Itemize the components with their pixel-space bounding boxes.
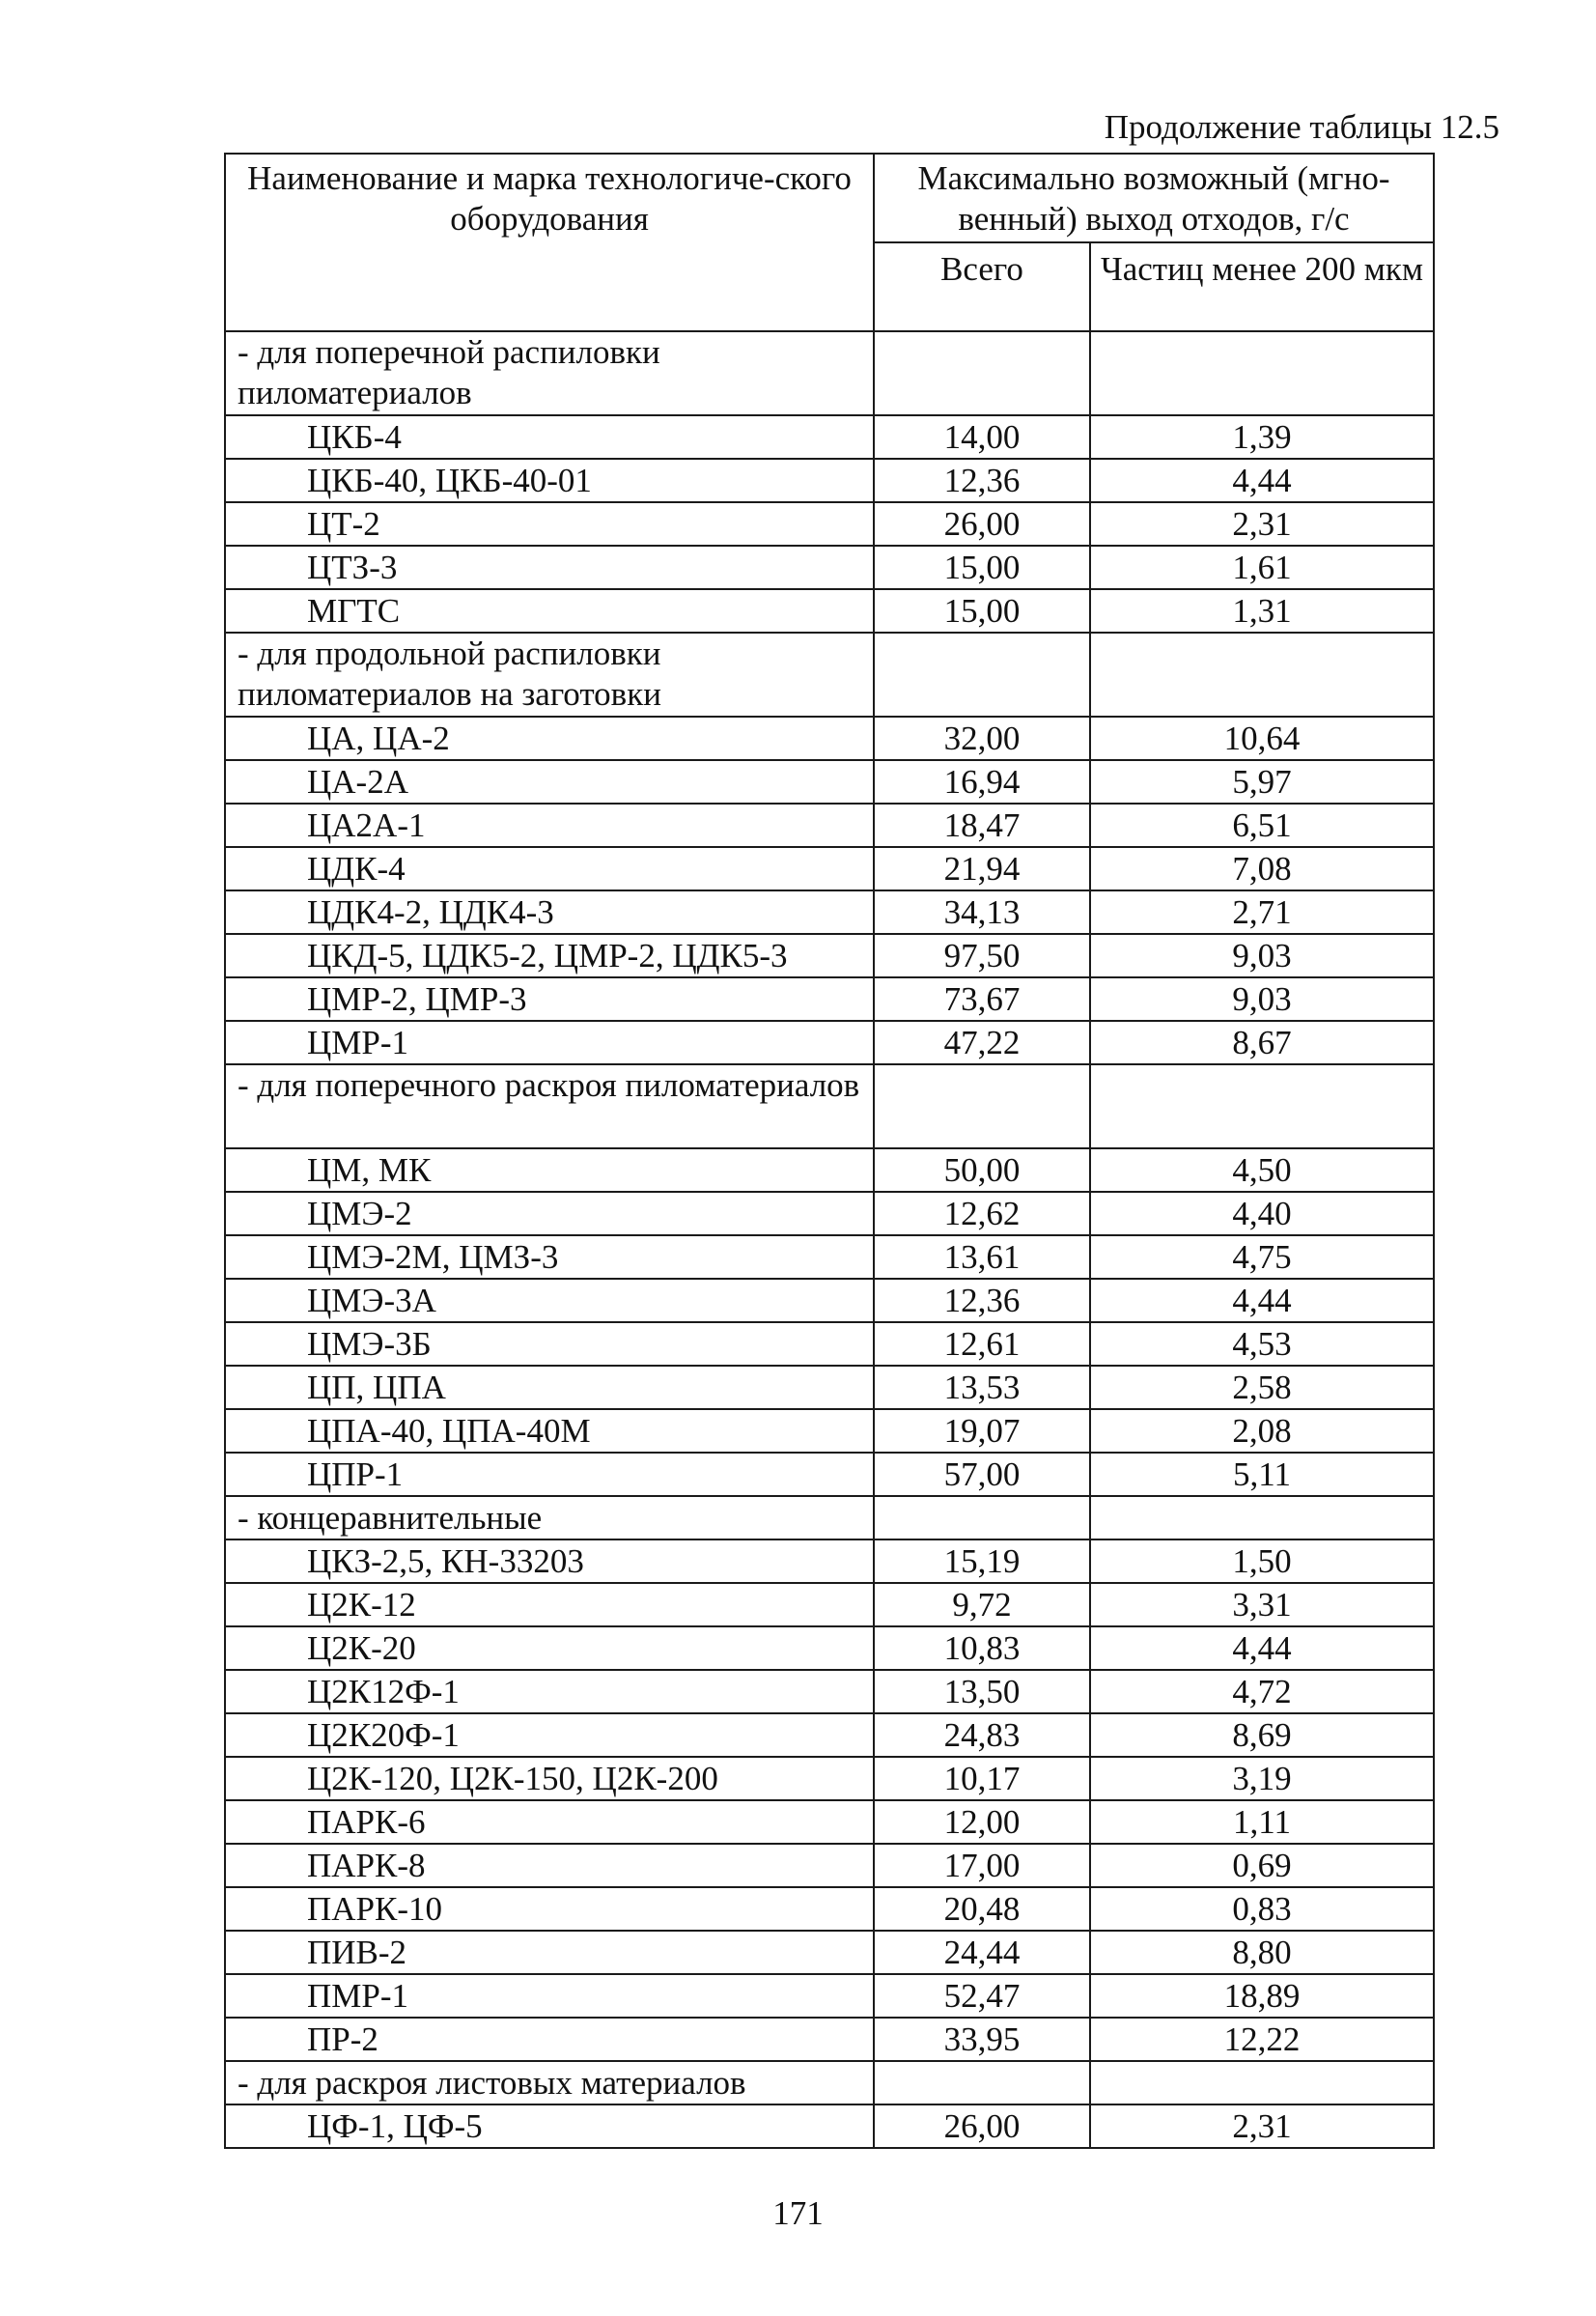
particles-value: 2,58 xyxy=(1090,1366,1434,1409)
table-row xyxy=(225,1974,1434,2018)
table-row xyxy=(225,459,1434,502)
total-value: 15,00 xyxy=(874,546,1090,589)
table-row xyxy=(225,1322,1434,1366)
table-row xyxy=(225,847,1434,890)
particles-value: 4,75 xyxy=(1090,1235,1434,1279)
particles-value: 18,89 xyxy=(1090,1974,1434,2018)
table-row xyxy=(225,589,1434,633)
total-value: 19,07 xyxy=(874,1409,1090,1453)
total-value: 10,83 xyxy=(874,1626,1090,1670)
particles-value: 4,40 xyxy=(1090,1192,1434,1235)
table-row xyxy=(225,760,1434,804)
category-title: - для раскроя листовых материалов xyxy=(225,2061,874,2104)
category-row xyxy=(225,1496,1434,1539)
equipment-name: ЦМЭ-3Б xyxy=(225,1322,874,1366)
total-value: 12,61 xyxy=(874,1322,1090,1366)
particles-value: 1,31 xyxy=(1090,589,1434,633)
total-value: 24,44 xyxy=(874,1931,1090,1974)
equipment-name: ЦФ-1, ЦФ-5 xyxy=(225,2104,874,2148)
category-row xyxy=(225,2061,1434,2104)
header-max-output: Максимально возможный (мгно-венный) выход отходов, г/с xyxy=(874,154,1434,242)
particles-value: 2,31 xyxy=(1090,2104,1434,2148)
table-row xyxy=(225,977,1434,1021)
particles-value: 2,08 xyxy=(1090,1409,1434,1453)
equipment-name: ЦМЭ-2М, ЦМЗ-3 xyxy=(225,1235,874,1279)
equipment-name: ЦКБ-40, ЦКБ-40-01 xyxy=(225,459,874,502)
empty-cell xyxy=(874,331,1090,415)
category-title: - концеравнительные xyxy=(225,1496,874,1539)
particles-value: 3,19 xyxy=(1090,1757,1434,1800)
table-row xyxy=(225,1279,1434,1322)
total-value: 13,61 xyxy=(874,1235,1090,1279)
equipment-name: Ц2К-120, Ц2К-150, Ц2К-200 xyxy=(225,1757,874,1800)
total-value: 10,17 xyxy=(874,1757,1090,1800)
table-caption: Продолжение таблицы 12.5 xyxy=(1104,108,1499,146)
equipment-name: ЦМ, МК xyxy=(225,1148,874,1192)
empty-cell xyxy=(1090,1496,1434,1539)
table-row xyxy=(225,1192,1434,1235)
equipment-name: ЦМР-1 xyxy=(225,1021,874,1064)
particles-value: 4,72 xyxy=(1090,1670,1434,1713)
total-value: 97,50 xyxy=(874,934,1090,977)
equipment-name: ПАРК-6 xyxy=(225,1800,874,1844)
header-equipment-name: Наименование и марка технологиче-ского оборудования xyxy=(225,154,874,331)
table-row xyxy=(225,1626,1434,1670)
total-value: 50,00 xyxy=(874,1148,1090,1192)
equipment-name: ПР-2 xyxy=(225,2018,874,2061)
table-row xyxy=(225,1757,1434,1800)
particles-value: 0,69 xyxy=(1090,1844,1434,1887)
empty-cell xyxy=(874,633,1090,717)
equipment-name: ЦА, ЦА-2 xyxy=(225,717,874,760)
particles-value: 4,44 xyxy=(1090,1279,1434,1322)
table-body xyxy=(225,331,1434,2148)
table-row xyxy=(225,1670,1434,1713)
table-row xyxy=(225,1539,1434,1583)
total-value: 17,00 xyxy=(874,1844,1090,1887)
table-row xyxy=(225,2018,1434,2061)
table-row xyxy=(225,1800,1434,1844)
equipment-name: Ц2К20Ф-1 xyxy=(225,1713,874,1757)
table-row xyxy=(225,890,1434,934)
particles-value: 6,51 xyxy=(1090,804,1434,847)
particles-value: 2,71 xyxy=(1090,890,1434,934)
particles-value: 5,97 xyxy=(1090,760,1434,804)
total-value: 14,00 xyxy=(874,415,1090,459)
particles-value: 1,50 xyxy=(1090,1539,1434,1583)
equipment-name: ЦКЗ-2,5, КН-33203 xyxy=(225,1539,874,1583)
table-row xyxy=(225,804,1434,847)
total-value: 26,00 xyxy=(874,502,1090,546)
total-value: 16,94 xyxy=(874,760,1090,804)
table-row xyxy=(225,1583,1434,1626)
equipment-name: ЦП, ЦПА xyxy=(225,1366,874,1409)
category-row xyxy=(225,633,1434,717)
table-row xyxy=(225,1235,1434,1279)
table-row xyxy=(225,1844,1434,1887)
particles-value: 4,44 xyxy=(1090,459,1434,502)
particles-value: 9,03 xyxy=(1090,934,1434,977)
table-row xyxy=(225,1366,1434,1409)
empty-cell xyxy=(1090,331,1434,415)
total-value: 13,53 xyxy=(874,1366,1090,1409)
particles-value: 1,11 xyxy=(1090,1800,1434,1844)
total-value: 12,36 xyxy=(874,1279,1090,1322)
table-row xyxy=(225,1887,1434,1931)
particles-value: 4,53 xyxy=(1090,1322,1434,1366)
header-total: Всего xyxy=(874,242,1090,331)
header-particles: Частиц менее 200 мкм xyxy=(1090,242,1434,331)
total-value: 9,72 xyxy=(874,1583,1090,1626)
total-value: 21,94 xyxy=(874,847,1090,890)
total-value: 52,47 xyxy=(874,1974,1090,2018)
particles-value: 7,08 xyxy=(1090,847,1434,890)
particles-value: 2,31 xyxy=(1090,502,1434,546)
total-value: 24,83 xyxy=(874,1713,1090,1757)
equipment-table xyxy=(224,153,1435,2149)
category-title: - для поперечного раскроя пиломатериалов xyxy=(225,1064,874,1148)
equipment-name: ПАРК-8 xyxy=(225,1844,874,1887)
category-row xyxy=(225,1064,1434,1148)
particles-value: 4,44 xyxy=(1090,1626,1434,1670)
page-number: 171 xyxy=(772,2194,824,2232)
particles-value: 8,80 xyxy=(1090,1931,1434,1974)
equipment-name: ЦПА-40, ЦПА-40М xyxy=(225,1409,874,1453)
particles-value: 3,31 xyxy=(1090,1583,1434,1626)
equipment-name: ЦМР-2, ЦМР-3 xyxy=(225,977,874,1021)
total-value: 34,13 xyxy=(874,890,1090,934)
total-value: 32,00 xyxy=(874,717,1090,760)
total-value: 20,48 xyxy=(874,1887,1090,1931)
total-value: 18,47 xyxy=(874,804,1090,847)
empty-cell xyxy=(874,1496,1090,1539)
equipment-name: ЦМЭ-3А xyxy=(225,1279,874,1322)
equipment-name: Ц2К-20 xyxy=(225,1626,874,1670)
table-row xyxy=(225,1453,1434,1496)
equipment-name: ПИВ-2 xyxy=(225,1931,874,1974)
equipment-name: ПАРК-10 xyxy=(225,1887,874,1931)
particles-value: 12,22 xyxy=(1090,2018,1434,2061)
equipment-name: ЦА2А-1 xyxy=(225,804,874,847)
table-row xyxy=(225,1931,1434,1974)
total-value: 15,00 xyxy=(874,589,1090,633)
equipment-name: ЦТ-2 xyxy=(225,502,874,546)
total-value: 12,00 xyxy=(874,1800,1090,1844)
total-value: 57,00 xyxy=(874,1453,1090,1496)
total-value: 26,00 xyxy=(874,2104,1090,2148)
particles-value: 0,83 xyxy=(1090,1887,1434,1931)
equipment-name: ЦМЭ-2 xyxy=(225,1192,874,1235)
empty-cell xyxy=(1090,1064,1434,1148)
total-value: 12,36 xyxy=(874,459,1090,502)
table-row xyxy=(225,1148,1434,1192)
total-value: 12,62 xyxy=(874,1192,1090,1235)
table-row xyxy=(225,1409,1434,1453)
equipment-name: Ц2К12Ф-1 xyxy=(225,1670,874,1713)
equipment-name: ЦТЗ-3 xyxy=(225,546,874,589)
equipment-name: ЦДК-4 xyxy=(225,847,874,890)
particles-value: 5,11 xyxy=(1090,1453,1434,1496)
equipment-name: МГТС xyxy=(225,589,874,633)
table-row xyxy=(225,934,1434,977)
category-title: - для поперечной распиловки пиломатериалов xyxy=(225,331,874,415)
equipment-name: ЦКБ-4 xyxy=(225,415,874,459)
total-value: 13,50 xyxy=(874,1670,1090,1713)
empty-cell xyxy=(874,2061,1090,2104)
particles-value: 1,61 xyxy=(1090,546,1434,589)
total-value: 33,95 xyxy=(874,2018,1090,2061)
particles-value: 8,67 xyxy=(1090,1021,1434,1064)
particles-value: 4,50 xyxy=(1090,1148,1434,1192)
particles-value: 10,64 xyxy=(1090,717,1434,760)
particles-value: 1,39 xyxy=(1090,415,1434,459)
category-row xyxy=(225,331,1434,415)
table-row xyxy=(225,1713,1434,1757)
equipment-name: ЦПР-1 xyxy=(225,1453,874,1496)
equipment-name: ЦДК4-2, ЦДК4-3 xyxy=(225,890,874,934)
equipment-name: ЦКД-5, ЦДК5-2, ЦМР-2, ЦДК5-3 xyxy=(225,934,874,977)
particles-value: 8,69 xyxy=(1090,1713,1434,1757)
empty-cell xyxy=(1090,2061,1434,2104)
total-value: 47,22 xyxy=(874,1021,1090,1064)
category-title: - для продольной распиловки пиломатериалов на заготовки xyxy=(225,633,874,717)
equipment-name: ЦА-2А xyxy=(225,760,874,804)
equipment-name: Ц2К-12 xyxy=(225,1583,874,1626)
particles-value: 9,03 xyxy=(1090,977,1434,1021)
total-value: 15,19 xyxy=(874,1539,1090,1583)
empty-cell xyxy=(874,1064,1090,1148)
table-row xyxy=(225,415,1434,459)
table-row xyxy=(225,502,1434,546)
table-row xyxy=(225,546,1434,589)
equipment-name: ПМР-1 xyxy=(225,1974,874,2018)
table-row xyxy=(225,717,1434,760)
empty-cell xyxy=(1090,633,1434,717)
table-row xyxy=(225,1021,1434,1064)
total-value: 73,67 xyxy=(874,977,1090,1021)
table-row xyxy=(225,2104,1434,2148)
